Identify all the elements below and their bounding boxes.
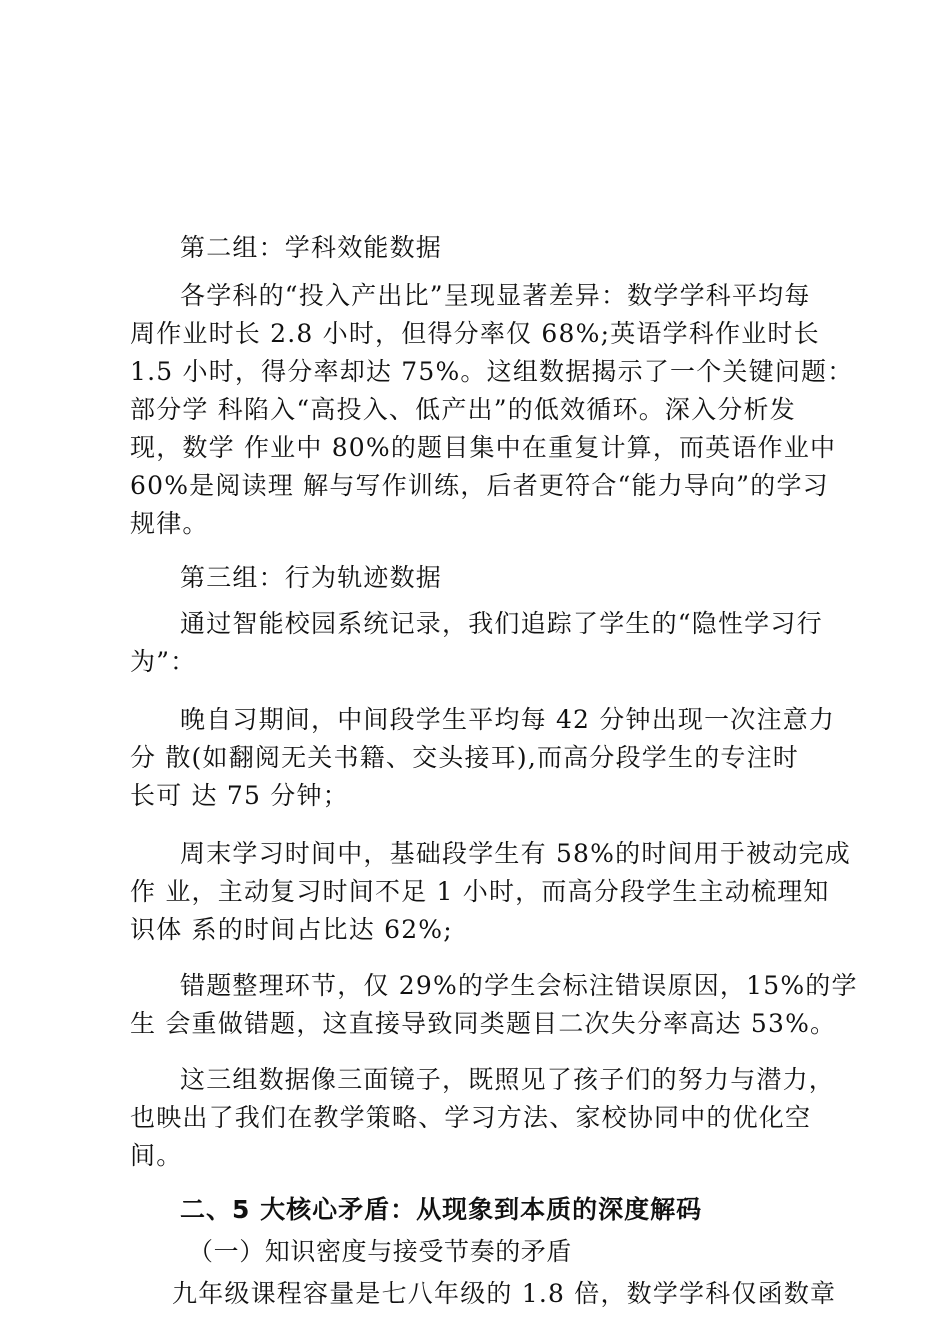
group2-line-3: 1.5 小时，得分率却达 75%。这组数据揭示了一个关键问题： [130, 357, 854, 386]
weekend-item-line-3: 识体 系的时间占比达 62%; [130, 915, 453, 944]
group2-title: 第二组：学科效能数据 [180, 233, 443, 262]
evening-item-line-3: 长可 达 75 分钟； [130, 781, 349, 810]
group3-intro-line-1: 通过智能校园系统记录，我们追踪了学生的“隐性学习行 [180, 609, 823, 638]
summary-line-1: 这三组数据像三面镜子，既照见了孩子们的努力与潜力， [180, 1065, 836, 1094]
errors-item-line-2: 生 会重做错题，这直接导致同类题目二次失分率高达 53%。 [130, 1009, 837, 1038]
group2-line-4: 部分学 科陷入“高投入、低产出”的低效循环。深入分析发 [130, 395, 796, 424]
summary-line-2: 也映出了我们在教学策略、学习方法、家校协同中的优化空 [130, 1103, 812, 1132]
group2-line-2: 周作业时长 2.8 小时，但得分率仅 68%;英语学科作业时长 [130, 319, 820, 348]
chapter-2-heading: 二、5 大核心矛盾：从现象到本质的深度解码 [180, 1195, 703, 1224]
subsection-1-heading: （一）知识密度与接受节奏的矛盾 [188, 1237, 573, 1266]
evening-item-line-2: 分 散(如翻阅无关书籍、交头接耳),而高分段学生的专注时 [130, 743, 800, 772]
errors-item-line-1: 错题整理环节，仅 29%的学生会标注错误原因，15%的学 [180, 971, 858, 1000]
evening-item-line-1: 晚自习期间，中间段学生平均每 42 分钟出现一次注意力 [180, 705, 836, 734]
group2-line-7: 规律。 [130, 509, 209, 538]
weekend-item-line-2: 作 业，主动复习时间不足 1 小时，而高分段学生主动梳理知 [130, 877, 830, 906]
group2-line-1: 各学科的“投入产出比”呈现显著差异：数学学科平均每 [180, 281, 811, 310]
group2-line-6: 60%是阅读理 解与写作训练，后者更符合“能力导向”的学习 [130, 471, 829, 500]
group2-line-5: 现，数学 作业中 80%的题目集中在重复计算，而英语作业中 [130, 433, 837, 462]
summary-line-3: 间。 [130, 1141, 183, 1170]
group3-intro-line-2: 为”： [130, 647, 197, 676]
subsection-1-paragraph-line-1: 九年级课程容量是七八年级的 1.8 倍，数学学科仅函数章 [172, 1279, 837, 1308]
group3-title: 第三组：行为轨迹数据 [180, 563, 443, 592]
weekend-item-line-1: 周末学习时间中，基础段学生有 58%的时间用于被动完成 [180, 839, 851, 868]
